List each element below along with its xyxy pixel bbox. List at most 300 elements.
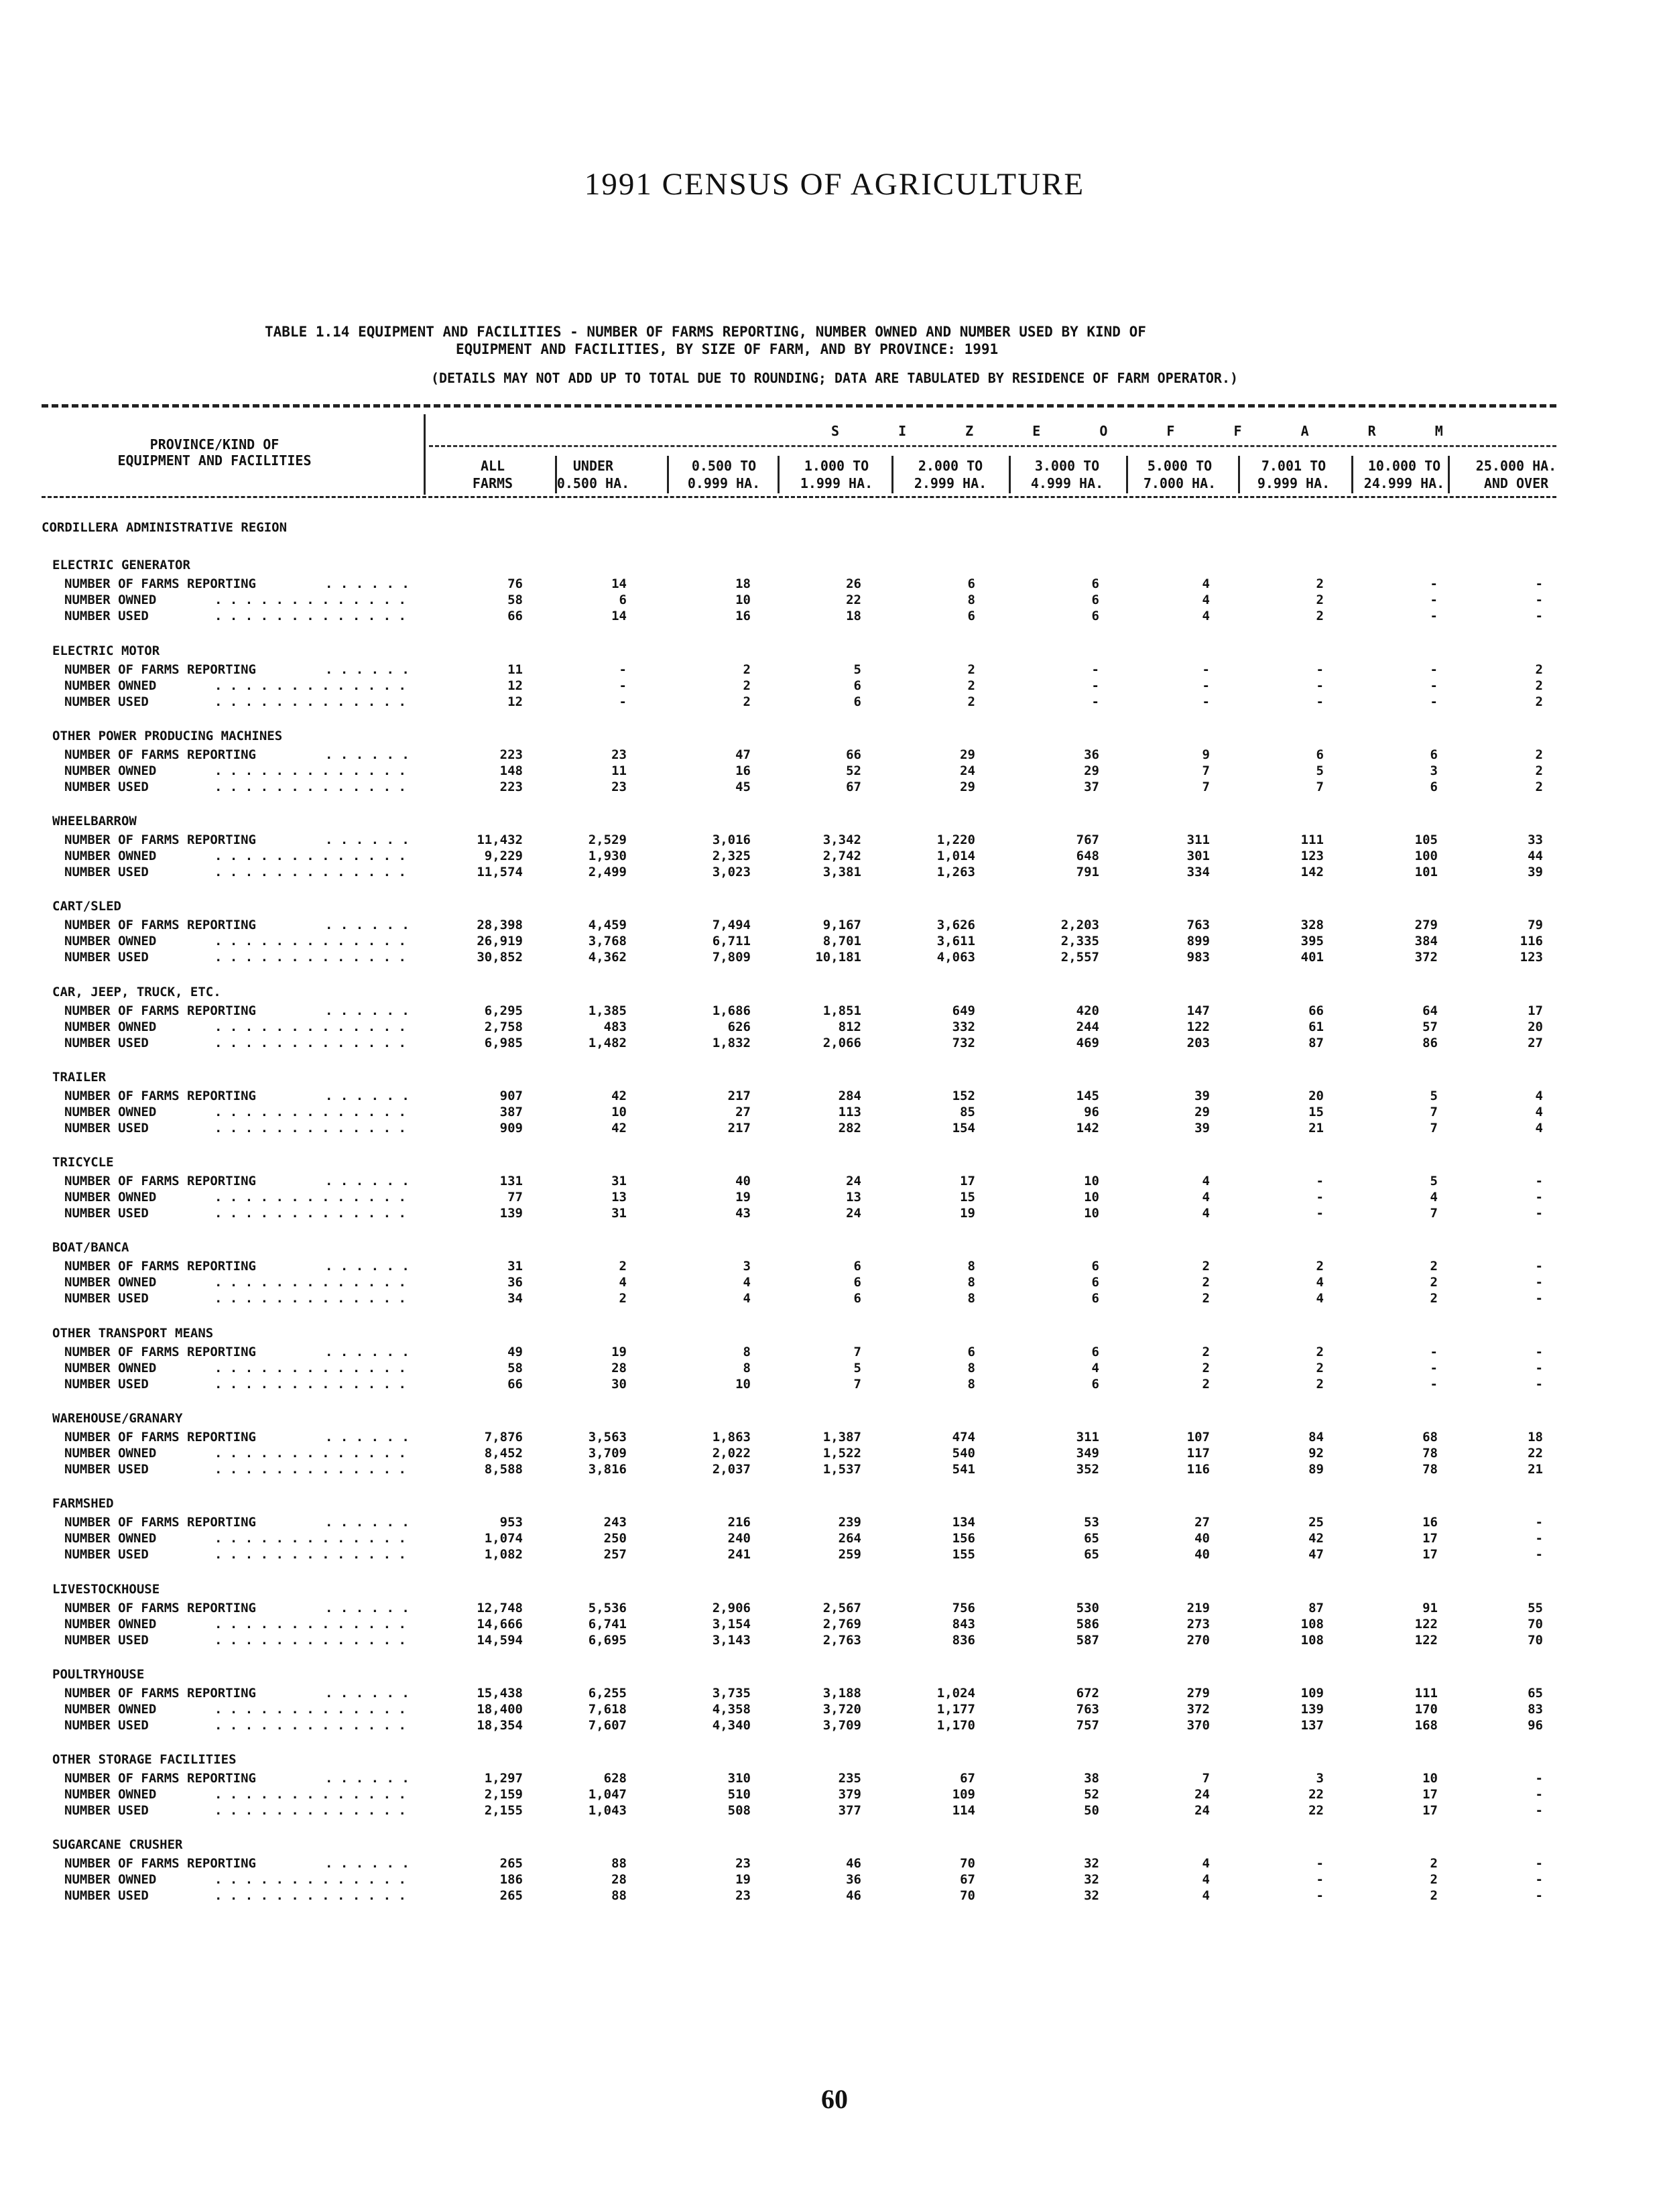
- table-cell: 137: [1300, 1718, 1324, 1733]
- table-cell: 8,701: [822, 934, 861, 948]
- table-cell: -: [1316, 1888, 1324, 1903]
- table-cell: 2,557: [1060, 950, 1099, 965]
- row-label-used: NUMBER USED: [64, 950, 149, 965]
- table-cell: 11,574: [477, 865, 523, 879]
- table-cell: 7: [853, 1377, 861, 1392]
- table-row: [0, 1446, 1669, 1463]
- table-cell: 2: [1316, 576, 1324, 591]
- table-cell: 4: [1202, 593, 1210, 607]
- table-row: [0, 1888, 1669, 1906]
- table-cell: -: [1535, 1803, 1543, 1818]
- table-cell: 7: [1202, 1771, 1210, 1786]
- equipment-group: [0, 1752, 1669, 1830]
- leader-dots: . . . . . . . . . . . . .: [214, 1718, 406, 1733]
- group-title: SUGARCANE CRUSHER: [52, 1837, 183, 1852]
- row-label-reporting: NUMBER OF FARMS REPORTING: [64, 1089, 256, 1103]
- table-cell: 32: [1084, 1872, 1099, 1887]
- table-cell: -: [1430, 678, 1438, 693]
- leader-dots: . . . . . . . . . . . . .: [214, 1105, 406, 1119]
- table-cell: 2: [1202, 1275, 1210, 1290]
- column-header-4-line-1: 1.000 TO: [804, 458, 869, 474]
- table-cell: 20: [1528, 1020, 1543, 1034]
- table-cell: 4,063: [936, 950, 975, 965]
- table-row: [0, 1803, 1669, 1821]
- page-title: 1991 CENSUS OF AGRICULTURE: [584, 167, 1085, 202]
- table-cell: 2,763: [822, 1633, 861, 1648]
- table-cell: 3,023: [712, 865, 751, 879]
- table-cell: -: [1535, 1291, 1543, 1306]
- row-label-reporting: NUMBER OF FARMS REPORTING: [64, 1601, 256, 1615]
- table-cell: 6: [1091, 576, 1099, 591]
- table-cell: 58: [507, 1361, 523, 1375]
- table-cell: 250: [603, 1531, 627, 1546]
- table-cell: 17: [1422, 1531, 1438, 1546]
- leader-dots: . . . . . .: [325, 1174, 410, 1188]
- table-cell: 43: [735, 1206, 751, 1221]
- equipment-group: [0, 899, 1669, 977]
- leader-dots: . . . . . . . . . . . . .: [214, 865, 406, 879]
- table-cell: 843: [952, 1617, 975, 1632]
- table-cell: -: [1535, 1361, 1543, 1375]
- table-cell: -: [1202, 694, 1210, 709]
- table-cell: 8: [967, 593, 975, 607]
- table-row: [0, 694, 1669, 712]
- row-label-used: NUMBER USED: [64, 1206, 149, 1221]
- table-cell: 29: [1194, 1105, 1210, 1119]
- table-cell: 387: [499, 1105, 523, 1119]
- table-cell: 6: [853, 1259, 861, 1274]
- table-cell: 37: [1084, 780, 1099, 794]
- table-cell: 540: [952, 1446, 975, 1461]
- leader-dots: . . . . . .: [325, 1771, 410, 1786]
- column-header-1-line-2: FARMS: [472, 475, 513, 491]
- equipment-group: [0, 1070, 1669, 1148]
- table-cell: 2,203: [1060, 918, 1099, 932]
- table-cell: 6,695: [588, 1633, 627, 1648]
- table-cell: 24: [1194, 1787, 1210, 1802]
- table-cell: 14,594: [477, 1633, 523, 1648]
- table-cell: 14: [611, 576, 627, 591]
- table-cell: 6: [1430, 747, 1438, 762]
- leader-dots: . . . . . . . . . . . . .: [214, 1361, 406, 1375]
- column-header-5-line-2: 2.999 HA.: [914, 475, 987, 491]
- table-cell: 3,611: [936, 934, 975, 948]
- table-cell: 83: [1528, 1702, 1543, 1717]
- table-cell: 349: [1076, 1446, 1099, 1461]
- table-cell: 13: [846, 1190, 861, 1205]
- table-cell: -: [1535, 1888, 1543, 1903]
- stub-header-line-2: EQUIPMENT AND FACILITIES: [117, 452, 312, 469]
- table-cell: 2,567: [822, 1601, 861, 1615]
- table-cell: 111: [1300, 833, 1324, 847]
- table-cell: 257: [603, 1547, 627, 1562]
- leader-dots: . . . . . . . . . . . . .: [214, 1872, 406, 1887]
- row-label-reporting: NUMBER OF FARMS REPORTING: [64, 1771, 256, 1786]
- table-cell: 22: [1308, 1803, 1324, 1818]
- table-cell: 2: [1316, 1345, 1324, 1359]
- table-cell: -: [1430, 1377, 1438, 1392]
- table-cell: 16: [735, 763, 751, 778]
- table-cell: 42: [1308, 1531, 1324, 1546]
- leader-dots: . . . . . . . . . . . . .: [214, 849, 406, 863]
- table-cell: 8: [967, 1275, 975, 1290]
- table-cell: 4,340: [712, 1718, 751, 1733]
- equipment-group: [0, 985, 1669, 1062]
- table-cell: 44: [1528, 849, 1543, 863]
- column-divider: [555, 456, 557, 493]
- leader-dots: . . . . . . . . . . . . .: [214, 934, 406, 948]
- leader-dots: . . . . . . . . . . . . .: [214, 1787, 406, 1802]
- table-cell: 628: [603, 1771, 627, 1786]
- table-cell: 2: [1535, 662, 1543, 677]
- table-cell: 108: [1300, 1633, 1324, 1648]
- table-cell: 2,022: [712, 1446, 751, 1461]
- table-cell: 401: [1300, 950, 1324, 965]
- table-cell: 10: [1084, 1174, 1099, 1188]
- table-row: [0, 934, 1669, 951]
- table-cell: 2: [1316, 1377, 1324, 1392]
- leader-dots: . . . . . .: [325, 662, 410, 677]
- table-cell: 530: [1076, 1601, 1099, 1615]
- table-cell: 27: [1194, 1515, 1210, 1530]
- table-cell: 32: [1084, 1888, 1099, 1903]
- table-cell: 21: [1308, 1121, 1324, 1135]
- table-cell: 2: [1430, 1259, 1438, 1274]
- table-cell: -: [1535, 1531, 1543, 1546]
- leader-dots: . . . . . . . . . . . . .: [214, 1803, 406, 1818]
- table-cell: 36: [846, 1872, 861, 1887]
- table-cell: 907: [499, 1089, 523, 1103]
- table-cell: 11,432: [477, 833, 523, 847]
- table-cell: 122: [1414, 1617, 1438, 1632]
- table-cell: 92: [1308, 1446, 1324, 1461]
- table-cell: 42: [611, 1121, 627, 1135]
- column-divider: [1448, 456, 1450, 493]
- group-title: CART/SLED: [52, 899, 121, 914]
- table-cell: 6: [853, 1291, 861, 1306]
- table-cell: 23: [611, 780, 627, 794]
- table-cell: 4: [1091, 1361, 1099, 1375]
- table-row: [0, 1121, 1669, 1138]
- row-label-reporting: NUMBER OF FARMS REPORTING: [64, 747, 256, 762]
- equipment-group: [0, 1411, 1669, 1489]
- row-label-owned: NUMBER OWNED: [64, 1531, 157, 1546]
- table-cell: -: [1535, 1345, 1543, 1359]
- table-cell: 23: [611, 747, 627, 762]
- stub-divider: [424, 414, 426, 495]
- table-cell: -: [1535, 1771, 1543, 1786]
- table-cell: 29: [960, 780, 975, 794]
- table-cell: 10,181: [815, 950, 861, 965]
- table-cell: 17: [1422, 1787, 1438, 1802]
- table-cell: 8: [967, 1361, 975, 1375]
- table-cell: 2,758: [484, 1020, 523, 1034]
- table-cell: 6: [853, 1275, 861, 1290]
- row-label-reporting: NUMBER OF FARMS REPORTING: [64, 1856, 256, 1871]
- row-label-owned: NUMBER OWNED: [64, 849, 157, 863]
- row-label-reporting: NUMBER OF FARMS REPORTING: [64, 1003, 256, 1018]
- table-cell: 3: [743, 1259, 751, 1274]
- column-header-3-line-2: 0.999 HA.: [687, 475, 761, 491]
- table-cell: 7: [1430, 1206, 1438, 1221]
- group-title: FARMSHED: [52, 1496, 114, 1511]
- equipment-group: [0, 558, 1669, 635]
- leader-dots: . . . . . .: [325, 1430, 410, 1445]
- table-cell: 66: [507, 609, 523, 623]
- table-cell: 7,607: [588, 1718, 627, 1733]
- table-cell: 3,768: [588, 934, 627, 948]
- row-label-used: NUMBER USED: [64, 780, 149, 794]
- table-cell: 270: [1186, 1633, 1210, 1648]
- table-cell: -: [1430, 662, 1438, 677]
- table-cell: 4,459: [588, 918, 627, 932]
- table-cell: 2,037: [712, 1462, 751, 1477]
- table-cell: 2: [1316, 609, 1324, 623]
- table-cell: 7: [1430, 1121, 1438, 1135]
- table-cell: 46: [846, 1856, 861, 1871]
- table-cell: -: [1091, 694, 1099, 709]
- table-row: [0, 1462, 1669, 1479]
- table-cell: 105: [1414, 833, 1438, 847]
- table-cell: 372: [1414, 950, 1438, 965]
- table-cell: 2,325: [712, 849, 751, 863]
- table-cell: -: [1535, 1547, 1543, 1562]
- table-cell: 756: [952, 1601, 975, 1615]
- table-cell: 32: [1084, 1856, 1099, 1871]
- column-header-9-line-1: 10.000 TO: [1367, 458, 1441, 474]
- region-heading: CORDILLERA ADMINISTRATIVE REGION: [42, 520, 288, 535]
- table-row: [0, 1718, 1669, 1735]
- table-cell: 7,876: [484, 1430, 523, 1445]
- table-cell: 66: [507, 1377, 523, 1392]
- table-cell: 7: [1202, 763, 1210, 778]
- table-cell: 46: [846, 1888, 861, 1903]
- table-cell: 2,159: [484, 1787, 523, 1802]
- table-cell: 2: [1535, 763, 1543, 778]
- leader-dots: . . . . . . . . . . . . .: [214, 1275, 406, 1290]
- row-label-reporting: NUMBER OF FARMS REPORTING: [64, 1259, 256, 1274]
- table-cell: 33: [1528, 833, 1543, 847]
- table-cell: 6: [1091, 1275, 1099, 1290]
- table-cell: 626: [727, 1020, 751, 1034]
- table-cell: 5: [853, 1361, 861, 1375]
- table-cell: 2,529: [588, 833, 627, 847]
- row-label-owned: NUMBER OWNED: [64, 1020, 157, 1034]
- table-row: [0, 1036, 1669, 1053]
- row-label-used: NUMBER USED: [64, 694, 149, 709]
- table-cell: 9,229: [484, 849, 523, 863]
- group-title: POULTRYHOUSE: [52, 1667, 145, 1682]
- table-cell: 4: [1202, 1190, 1210, 1205]
- column-header-2-line-1: UNDER: [572, 458, 614, 474]
- column-header-9-line-2: 24.999 HA.: [1363, 475, 1445, 491]
- table-cell: 983: [1186, 950, 1210, 965]
- table-cell: 2,742: [822, 849, 861, 863]
- row-label-owned: NUMBER OWNED: [64, 1702, 157, 1717]
- leader-dots: . . . . . .: [325, 918, 410, 932]
- table-cell: -: [1316, 662, 1324, 677]
- table-cell: 7,618: [588, 1702, 627, 1717]
- table-cell: 10: [735, 593, 751, 607]
- table-cell: 384: [1414, 934, 1438, 948]
- table-cell: 14,666: [477, 1617, 523, 1632]
- table-cell: 123: [1520, 950, 1543, 965]
- equipment-group: [0, 1667, 1669, 1745]
- table-cell: 2: [1202, 1361, 1210, 1375]
- table-cell: 240: [727, 1531, 751, 1546]
- table-cell: 1,177: [936, 1702, 975, 1717]
- table-cell: 29: [960, 747, 975, 762]
- table-cell: 113: [838, 1105, 861, 1119]
- table-cell: 30,852: [477, 950, 523, 965]
- table-cell: 53: [1084, 1515, 1099, 1530]
- row-label-used: NUMBER USED: [64, 1888, 149, 1903]
- table-cell: 84: [1308, 1430, 1324, 1445]
- table-cell: 134: [952, 1515, 975, 1530]
- group-title: LIVESTOCKHOUSE: [52, 1582, 160, 1597]
- table-cell: 24: [1194, 1803, 1210, 1818]
- table-cell: 1,043: [588, 1803, 627, 1818]
- table-cell: 510: [727, 1787, 751, 1802]
- equipment-group: [0, 814, 1669, 892]
- table-cell: 11: [507, 662, 523, 677]
- table-cell: 3,709: [822, 1718, 861, 1733]
- table-cell: 6: [853, 694, 861, 709]
- table-cell: 30: [611, 1377, 627, 1392]
- table-cell: 147: [1186, 1003, 1210, 1018]
- size-of-farm-rule: [429, 445, 1556, 447]
- table-cell: 6: [1316, 747, 1324, 762]
- table-cell: -: [1430, 694, 1438, 709]
- table-cell: 10: [1084, 1206, 1099, 1221]
- table-cell: 31: [611, 1174, 627, 1188]
- table-cell: 8: [743, 1361, 751, 1375]
- leader-dots: . . . . . .: [325, 747, 410, 762]
- table-cell: 217: [727, 1089, 751, 1103]
- table-cell: 7: [1202, 780, 1210, 794]
- column-divider: [1009, 456, 1011, 493]
- table-row: [0, 747, 1669, 765]
- table-cell: 264: [838, 1531, 861, 1546]
- table-cell: 10: [1422, 1771, 1438, 1786]
- table-row: [0, 763, 1669, 781]
- table-cell: 67: [846, 780, 861, 794]
- table-row: [0, 678, 1669, 696]
- table-cell: 123: [1300, 849, 1324, 863]
- table-cell: 265: [499, 1856, 523, 1871]
- table-cell: 8: [967, 1377, 975, 1392]
- leader-dots: . . . . . .: [325, 1686, 410, 1701]
- table-cell: 282: [838, 1121, 861, 1135]
- table-cell: 8: [743, 1345, 751, 1359]
- table-cell: -: [1535, 593, 1543, 607]
- table-cell: 223: [499, 747, 523, 762]
- leader-dots: . . . . . . . . . . . . .: [214, 1206, 406, 1221]
- table-cell: -: [1535, 1190, 1543, 1205]
- leader-dots: . . . . . . . . . . . . .: [214, 1531, 406, 1546]
- leader-dots: . . . . . . . . . . . . .: [214, 678, 406, 693]
- table-cell: 244: [1076, 1020, 1099, 1034]
- table-row: [0, 1617, 1669, 1634]
- table-cell: 47: [735, 747, 751, 762]
- table-cell: 909: [499, 1121, 523, 1135]
- table-cell: -: [1535, 576, 1543, 591]
- table-cell: 395: [1300, 934, 1324, 948]
- table-cell: 379: [838, 1787, 861, 1802]
- table-cell: 2: [619, 1291, 627, 1306]
- table-cell: 9: [1202, 747, 1210, 762]
- table-cell: 61: [1308, 1020, 1324, 1034]
- table-cell: 1,170: [936, 1718, 975, 1733]
- table-cell: 1,851: [822, 1003, 861, 1018]
- table-cell: 648: [1076, 849, 1099, 863]
- table-cell: 64: [1422, 1003, 1438, 1018]
- table-cell: 812: [838, 1020, 861, 1034]
- table-cell: 87: [1308, 1601, 1324, 1615]
- table-row: [0, 1003, 1669, 1021]
- group-title: OTHER TRANSPORT MEANS: [52, 1326, 214, 1341]
- group-title: CAR, JEEP, TRUCK, ETC.: [52, 985, 221, 999]
- column-header-6-line-1: 3.000 TO: [1034, 458, 1100, 474]
- table-cell: 76: [507, 576, 523, 591]
- stub-header-line-1: PROVINCE/KIND OF: [149, 436, 280, 452]
- table-cell: 85: [960, 1105, 975, 1119]
- table-cell: 142: [1076, 1121, 1099, 1135]
- table-row: [0, 865, 1669, 882]
- table-cell: 70: [960, 1888, 975, 1903]
- table-row: [0, 1190, 1669, 1207]
- table-cell: 1,014: [936, 849, 975, 863]
- equipment-group: [0, 1582, 1669, 1660]
- table-cell: 2: [1202, 1259, 1210, 1274]
- header-bottom-rule: [42, 496, 1556, 498]
- table-cell: 6: [967, 1345, 975, 1359]
- row-label-owned: NUMBER OWNED: [64, 1190, 157, 1205]
- table-cell: 31: [611, 1206, 627, 1221]
- table-cell: 6: [1091, 1259, 1099, 1274]
- table-cell: 8,588: [484, 1462, 523, 1477]
- table-cell: 3,709: [588, 1446, 627, 1461]
- table-row: [0, 918, 1669, 935]
- table-cell: -: [1316, 1206, 1324, 1221]
- table-cell: 24: [846, 1206, 861, 1221]
- table-cell: 111: [1414, 1686, 1438, 1701]
- equipment-group: [0, 1837, 1669, 1915]
- row-label-used: NUMBER USED: [64, 1377, 149, 1392]
- table-cell: -: [1430, 593, 1438, 607]
- table-cell: -: [619, 694, 627, 709]
- table-cell: 89: [1308, 1462, 1324, 1477]
- table-cell: 2: [967, 694, 975, 709]
- table-cell: 122: [1414, 1633, 1438, 1648]
- column-header-8-line-2: 9.999 HA.: [1257, 475, 1331, 491]
- leader-dots: . . . . . . . . . . . . .: [214, 1036, 406, 1050]
- row-label-reporting: NUMBER OF FARMS REPORTING: [64, 662, 256, 677]
- table-cell: 78: [1422, 1462, 1438, 1477]
- table-cell: 66: [1308, 1003, 1324, 1018]
- table-cell: 2: [743, 662, 751, 677]
- table-cell: 55: [1528, 1601, 1543, 1615]
- leader-dots: . . . . . . . . . . . . .: [214, 1121, 406, 1135]
- table-caption-line-2: EQUIPMENT AND FACILITIES, BY SIZE OF FARM, AND BY PROVINCE: 1991: [456, 341, 999, 357]
- table-cell: 4: [1202, 1872, 1210, 1887]
- table-cell: 1,385: [588, 1003, 627, 1018]
- table-cell: 28: [611, 1361, 627, 1375]
- table-cell: 70: [1528, 1617, 1543, 1632]
- leader-dots: . . . . . . . . . . . . .: [214, 1462, 406, 1477]
- table-cell: 2: [1316, 1361, 1324, 1375]
- table-cell: 4: [1316, 1291, 1324, 1306]
